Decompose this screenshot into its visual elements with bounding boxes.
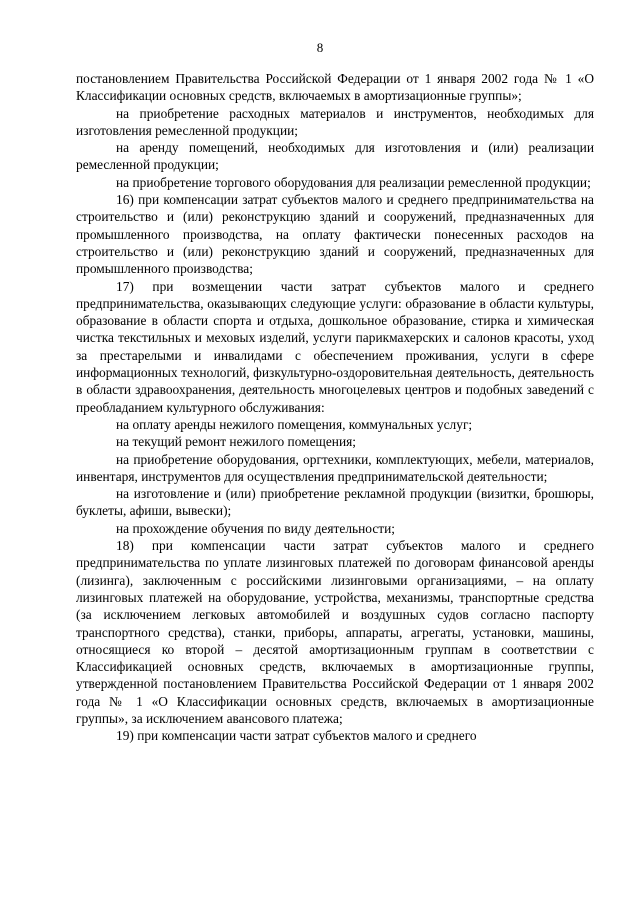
paragraph-training: на прохождение обучения по виду деятельности;: [116, 520, 395, 536]
paragraph-materials: на приобретение расходных материалов и инструментов, необходимых для изготовления ремесленной продукции;: [76, 105, 594, 138]
paragraph-advertising: на изготовление и (или) приобретение рекламной продукции (визитки, брошюры, буклеты, афиши, вывески);: [76, 486, 594, 519]
document-body: [76, 70, 594, 745]
paragraph-repair: на текущий ремонт нежилого помещения;: [116, 434, 357, 450]
paragraph-item-17: 17) при возмещении части затрат субъектов малого и среднего предпринимательства, оказывающих следующие услуги: образование в области культуры, образование в области спорта и отдыха, дошкольное образование, стирка и химическая чистка текстильных и меховых изделий, услуги парикмахерских и салонов красоты, уход за престарелыми и инвалидами с обеспечением проживания, услуги в сфере информационных технологий, физкультурно-оздоровительная деятельность, деятельность в области здравоохранения, деятельность многоцелевых центров и подобных заведений с преобладанием культурного обслуживания:: [76, 278, 594, 415]
page-number: 8: [316, 40, 324, 55]
paragraph-item-19: 19) при компенсации части затрат субъектов малого и среднего: [116, 728, 477, 744]
paragraph-item-16: 16) при компенсации затрат субъектов малого и среднего предпринимательства на строительство и (или) реконструкцию зданий и сооружений, предназначенных для промышленного производства, на оплату фактически понесенных расходов на строительство и (или) реконструкцию зданий и сооружений, предназначенных для промышленного производства;: [76, 192, 594, 277]
paragraph-equipment-purchase: на приобретение оборудования, оргтехники, комплектующих, мебели, материалов, инвентаря, инструментов для осуществления предпринимательской деятельности;: [76, 451, 594, 484]
paragraph-rent-premises: на аренду помещений, необходимых для изготовления и (или) реализации ремесленной продукции;: [76, 140, 594, 173]
paragraph-continuation: постановлением Правительства Российской Федерации от 1 января 2002 года № 1 «О Классификации основных средств, включаемых в амортизационные группы»;: [76, 71, 594, 104]
paragraph-rent-utilities: на оплату аренды нежилого помещения, коммунальных услуг;: [116, 416, 473, 432]
paragraph-item-18: 18) при компенсации части затрат субъектов малого и среднего предпринимательства по уплате лизинговых платежей по договорам финансовой аренды (лизинга), заключенным с российскими лизинговыми организациями, – на оплату лизинговых платежей на оборудование, устройства, механизмы, транспортные средства (за исключением легковых автомобилей и воздушных судов согласно паспорту транспортного средства), станки, приборы, аппараты, агрегаты, установки, машины, относящиеся ко второй – десятой амортизационным группам в соответствии с Классификацией основных средств, включаемых в амортизационные группы, утвержденной постановлением Правительства Российской Федерации от 1 января 2002 года № 1 «О Классификации основных средств, включаемых в амортизационные группы», за исключением авансового платежа;: [76, 538, 594, 726]
paragraph-trade-equipment: на приобретение торгового оборудования для реализации ремесленной продукции;: [116, 174, 591, 190]
